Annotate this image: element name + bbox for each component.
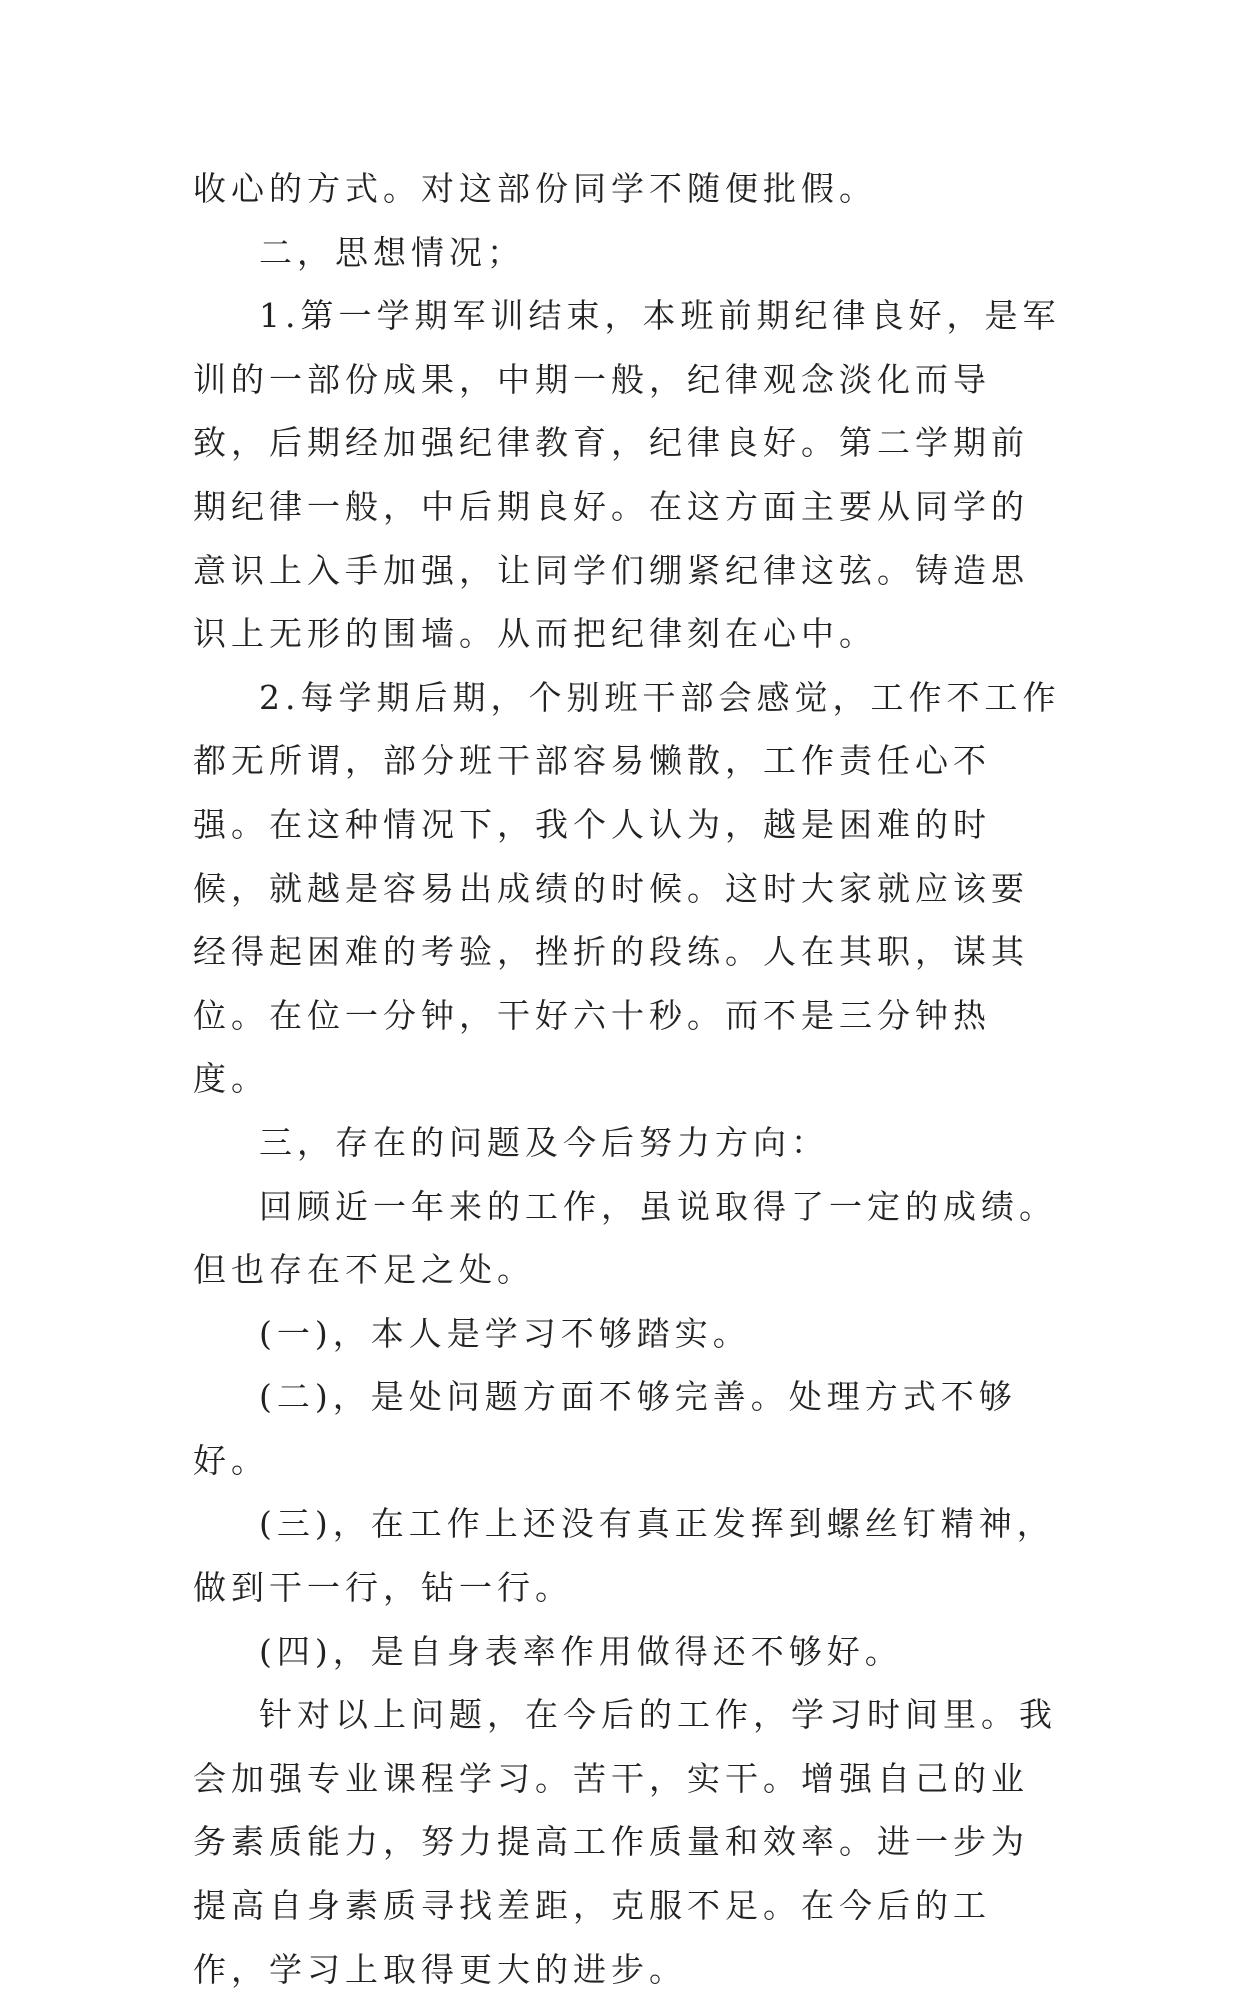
- paragraph-item-1: 1.第一学期军训结束，本班前期纪律良好，是军训的一部份成果，中期一般，纪律观念淡化而导致，后期经加强纪律教育，纪律良好。第二学期前期纪律一般，中后期良好。在这方面主要从同学的意识上入手加强，让同学们绷紧纪律这弦。铸造思识上无形的围墙。从而把纪律刻在心中。: [193, 296, 1061, 654]
- paragraph-item-2: 2.每学期后期，个别班干部会感觉，工作不工作都无所谓，部分班干部容易懒散，工作责任心不强。在这种情况下，我个人认为，越是困难的时候，就越是容易出成绩的时候。这时大家就应该要经得起困难的考验，挫折的段练。人在其职，谋其位。在位一分钟，干好六十秒。而不是三分钟热度。: [193, 677, 1061, 1099]
- list-item-1: (一)，本人是学习不够踏实。: [259, 1313, 751, 1353]
- document-body: [193, 157, 1063, 2001]
- list-item-4: (四)，是自身表率作用做得还不够好。: [259, 1631, 903, 1671]
- heading-problems-direction: 三，存在的问题及今后努力方向：: [259, 1122, 829, 1162]
- list-item-3: (三)，在工作上还没有真正发挥到螺丝钉精神，做到干一行，钻一行。: [193, 1504, 1055, 1608]
- list-item-2: (二)，是处问题方面不够完善。处理方式不够好。: [193, 1377, 1017, 1480]
- heading-thought-situation: 二，思想情况；: [259, 232, 525, 272]
- paragraph-continuation: 收心的方式。对这部份同学不随便批假。: [193, 169, 877, 208]
- paragraph-conclusion: 针对以上问题，在今后的工作，学习时间里。我会加强专业课程学习。苦干，实干。增强自己的业务素质能力，努力提高工作质量和效率。进一步为提高自身素质寻找差距，克服不足。在今后的工作，学习上取得更大的进步。: [193, 1695, 1057, 1989]
- paragraph-review: 回顾近一年来的工作，虽说取得了一定的成绩。但也存在不足之处。: [193, 1186, 1057, 1290]
